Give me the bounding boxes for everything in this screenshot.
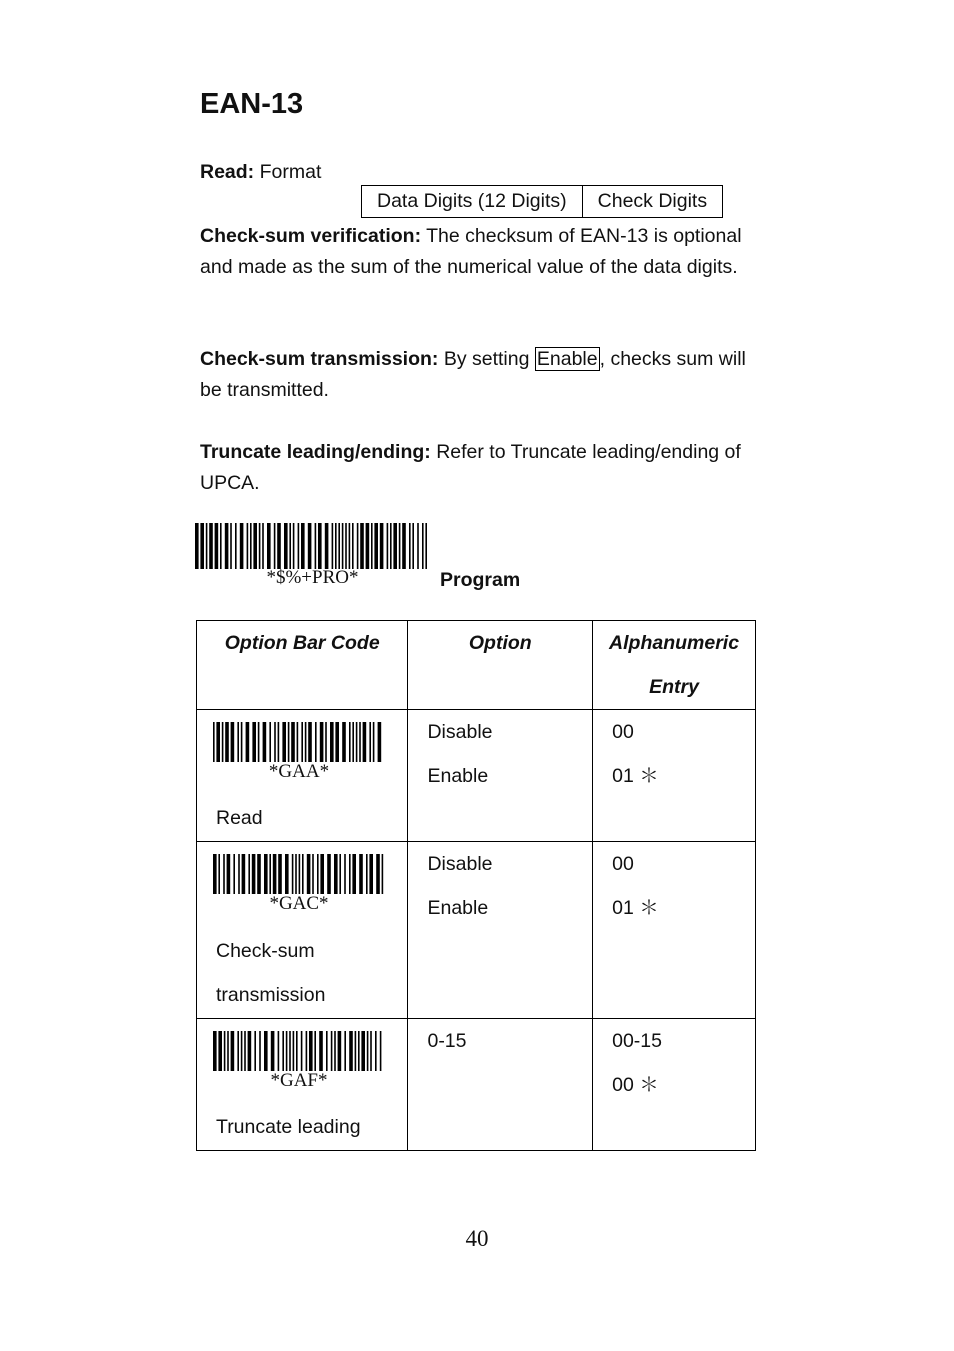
option-table bbox=[196, 620, 756, 1151]
checksum-transmission-post: , checks sum will be transmitted. bbox=[200, 348, 746, 401]
read-label: Read: bbox=[200, 161, 255, 183]
row-name-read: Read bbox=[216, 807, 263, 829]
row-options-cell bbox=[408, 842, 593, 1019]
row-options-cell bbox=[408, 1019, 593, 1151]
option-range: 0-15 bbox=[427, 1030, 467, 1052]
option-enable: Enable bbox=[427, 897, 489, 919]
checksum-transmission-barcode bbox=[213, 854, 385, 894]
program-barcode-text: *$%+PRO* bbox=[266, 567, 359, 588]
entry-01-default: 01 ＊ bbox=[612, 765, 659, 787]
checksum-transmission-paragraph bbox=[200, 344, 750, 406]
checksum-verification-paragraph bbox=[200, 221, 745, 283]
row-entries-cell bbox=[593, 710, 756, 842]
read-format-table bbox=[361, 185, 723, 218]
truncate-leading-barcode bbox=[213, 1031, 385, 1071]
table-row bbox=[197, 710, 756, 842]
header-alphanumeric-entry bbox=[593, 621, 756, 710]
row-name-line-2: transmission bbox=[216, 984, 326, 1006]
format-cell-data-digits: Data Digits (12 Digits) bbox=[362, 186, 583, 218]
truncate-text: Refer to Truncate leading/ending of UPCA. bbox=[200, 441, 741, 494]
checksum-transmission-label: Check-sum transmission: bbox=[200, 348, 439, 370]
checksum-transmission-barcode-text: *GAC* bbox=[269, 893, 329, 914]
program-label: Program bbox=[440, 569, 521, 591]
page-number: 40 bbox=[465, 1226, 489, 1251]
program-barcode bbox=[195, 523, 430, 569]
entry-00-default: 00 ＊ bbox=[612, 1074, 659, 1096]
option-enable: Enable bbox=[427, 765, 489, 787]
option-disable: Disable bbox=[427, 853, 493, 875]
row-barcode-cell bbox=[197, 842, 408, 1019]
read-text: Format bbox=[259, 161, 322, 183]
entry-00: 00 bbox=[612, 721, 634, 743]
entry-01-default: 01 ＊ bbox=[612, 897, 659, 919]
truncate-leading-barcode-text: *GAF* bbox=[270, 1070, 328, 1091]
table-row bbox=[197, 842, 756, 1019]
truncate-paragraph bbox=[200, 437, 760, 499]
format-cell-check-digits: Check Digits bbox=[582, 186, 722, 218]
row-barcode-cell bbox=[197, 1019, 408, 1151]
entry-00: 00 bbox=[612, 853, 634, 875]
table-header-row bbox=[197, 621, 756, 710]
entry-range: 00-15 bbox=[612, 1030, 662, 1052]
truncate-label: Truncate leading/ending: bbox=[200, 441, 431, 463]
read-format-paragraph bbox=[200, 157, 760, 188]
row-name-line-1: Check-sum bbox=[216, 940, 315, 962]
header-entry-line-2: Entry bbox=[649, 676, 699, 698]
header-option bbox=[408, 621, 593, 710]
page-title: EAN-13 bbox=[200, 88, 304, 120]
row-name-truncate-leading: Truncate leading bbox=[216, 1116, 361, 1138]
row-barcode-cell bbox=[197, 710, 408, 842]
row-entries-cell bbox=[593, 1019, 756, 1151]
row-entries-cell bbox=[593, 842, 756, 1019]
checksum-transmission-pre: By setting bbox=[443, 348, 530, 370]
checksum-verification-text: The checksum of EAN-13 is optional and made as the sum of the numerical value of the data digits. bbox=[200, 225, 742, 278]
header-entry-line-1: Alphanumeric bbox=[609, 632, 740, 654]
option-disable: Disable bbox=[427, 721, 493, 743]
header-option-text: Option bbox=[468, 632, 532, 654]
row-options-cell bbox=[408, 710, 593, 842]
enable-boxed-term: Enable bbox=[536, 348, 598, 370]
checksum-verification-label: Check-sum verification: bbox=[200, 225, 422, 247]
row-name-checksum-transmission bbox=[216, 929, 325, 1017]
table-row bbox=[197, 1019, 756, 1151]
header-option-bar-code-text: Option Bar Code bbox=[224, 632, 380, 654]
read-barcode-text: *GAA* bbox=[268, 761, 330, 782]
header-option-bar-code bbox=[197, 621, 408, 710]
read-barcode bbox=[213, 722, 385, 762]
